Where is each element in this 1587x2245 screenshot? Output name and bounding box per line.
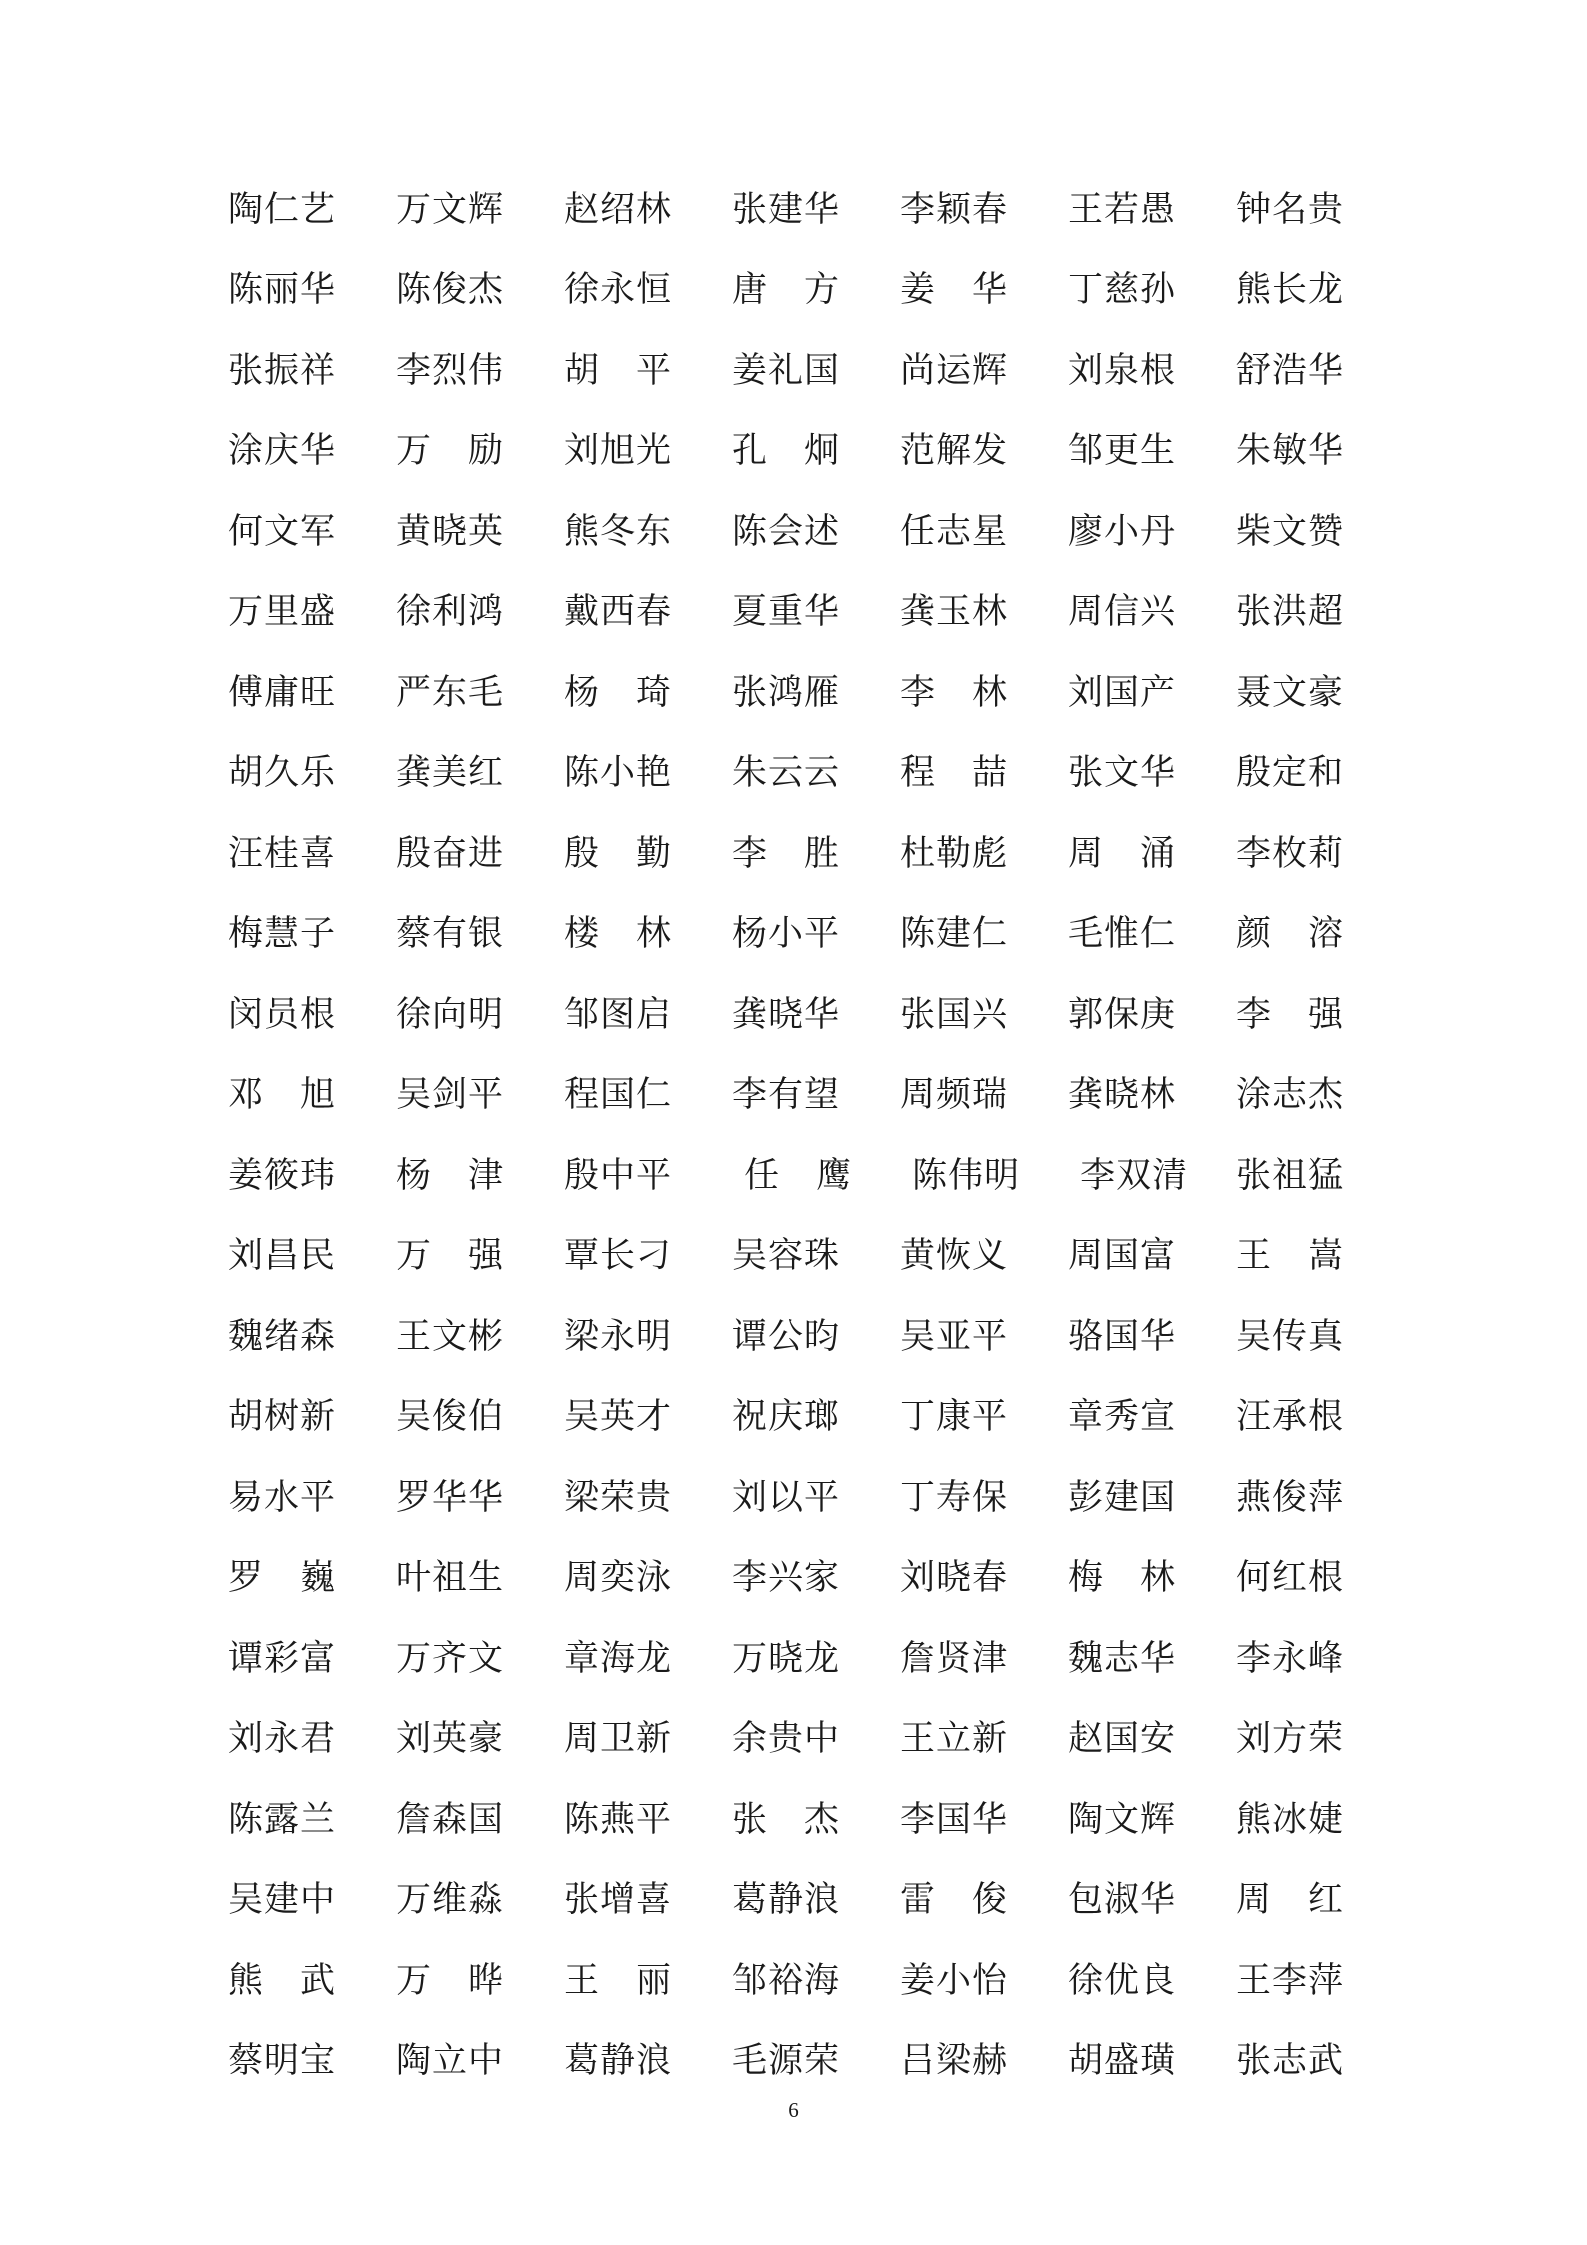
name-cell: 张志武 (1236, 2041, 1345, 2082)
name-cell: 葛静浪 (564, 2041, 673, 2082)
name-cell: 刘永君 (228, 1719, 337, 1760)
name-cell: 舒浩华 (1236, 350, 1345, 391)
name-cell: 王 丽 (564, 1960, 673, 2001)
name-cell: 熊 武 (228, 1960, 337, 2001)
name-cell: 谭公昀 (732, 1316, 841, 1357)
name-cell: 何文军 (228, 511, 337, 552)
name-cell: 吴容珠 (732, 1236, 841, 1277)
name-cell: 魏志华 (1068, 1638, 1177, 1679)
name-cell: 梁荣贵 (564, 1477, 673, 1518)
name-cell: 张 杰 (732, 1799, 841, 1840)
name-cell: 周国富 (1068, 1236, 1177, 1277)
name-cell: 陈建仁 (900, 914, 1009, 955)
name-cell: 王立新 (900, 1719, 1009, 1760)
name-cell: 傅庸旺 (228, 672, 337, 713)
name-cell: 葛静浪 (732, 1880, 841, 1921)
name-cell: 楼 林 (564, 914, 673, 955)
name-cell: 钟名贵 (1236, 189, 1345, 230)
name-cell: 范解发 (900, 431, 1009, 472)
name-cell: 丁慈孙 (1068, 270, 1177, 311)
name-cell: 陈露兰 (228, 1799, 337, 1840)
name-cell: 熊冬东 (564, 511, 673, 552)
name-cell: 杨小平 (732, 914, 841, 955)
name-cell: 孔 炯 (732, 431, 841, 472)
name-cell: 陶文辉 (1068, 1799, 1177, 1840)
name-cell: 龚美红 (396, 753, 505, 794)
name-cell: 周卫新 (564, 1719, 673, 1760)
name-cell: 詹森国 (396, 1799, 505, 1840)
name-cell: 颜 溶 (1236, 914, 1345, 955)
name-cell: 汪承根 (1236, 1397, 1345, 1438)
name-cell: 梅 林 (1068, 1558, 1177, 1599)
name-cell: 杨 津 (396, 1155, 505, 1196)
name-cell: 姜 华 (900, 270, 1009, 311)
name-cell: 包淑华 (1068, 1880, 1177, 1921)
name-cell: 涂志杰 (1236, 1075, 1345, 1116)
name-cell: 王 嵩 (1236, 1236, 1345, 1277)
name-cell: 朱云云 (732, 753, 841, 794)
name-cell: 王文彬 (396, 1316, 505, 1357)
name-cell: 熊长龙 (1236, 270, 1345, 311)
name-cell: 丁寿保 (900, 1477, 1009, 1518)
name-cell: 祝庆瑯 (732, 1397, 841, 1438)
name-cell: 周信兴 (1068, 592, 1177, 633)
name-cell: 周 红 (1236, 1880, 1345, 1921)
name-cell: 李国华 (900, 1799, 1009, 1840)
name-cell: 张祖猛 (1236, 1155, 1345, 1196)
name-cell: 万文辉 (396, 189, 505, 230)
name-cell: 徐利鸿 (396, 592, 505, 633)
name-cell: 李永峰 (1236, 1638, 1345, 1679)
name-cell: 吴建中 (228, 1880, 337, 1921)
name-cell: 王李萍 (1236, 1960, 1345, 2001)
name-cell: 蔡明宝 (228, 2041, 337, 2082)
name-cell: 殷奋进 (396, 833, 505, 874)
name-cell: 殷 勤 (564, 833, 673, 874)
name-cell: 王若愚 (1068, 189, 1177, 230)
name-cell: 叶祖生 (396, 1558, 505, 1599)
name-cell: 万齐文 (396, 1638, 505, 1679)
name-cell: 陈会述 (732, 511, 841, 552)
name-cell: 万 励 (396, 431, 505, 472)
name-cell: 姜小怡 (900, 1960, 1009, 2001)
name-cell: 程国仁 (564, 1075, 673, 1116)
name-cell: 万维淼 (396, 1880, 505, 1921)
name-cell: 李 胜 (732, 833, 841, 874)
page-number: 6 (788, 2098, 799, 2122)
name-cell: 万里盛 (228, 592, 337, 633)
name-cell: 尚运辉 (900, 350, 1009, 391)
name-cell: 陈丽华 (228, 270, 337, 311)
name-cell: 雷 俊 (900, 1880, 1009, 1921)
name-cell: 赵国安 (1068, 1719, 1177, 1760)
name-cell: 易水平 (228, 1477, 337, 1518)
name-cell: 李双清 (1068, 1155, 1189, 1196)
name-cell: 陈俊杰 (396, 270, 505, 311)
name-cell: 吴剑平 (396, 1075, 505, 1116)
name-cell: 程 喆 (900, 753, 1009, 794)
name-cell: 邹图启 (564, 994, 673, 1035)
name-cell: 李颖春 (900, 189, 1009, 230)
name-cell: 汪桂喜 (228, 833, 337, 874)
name-cell: 任志星 (900, 511, 1009, 552)
name-cell: 万 晔 (396, 1960, 505, 2001)
name-cell: 梅慧子 (228, 914, 337, 955)
name-cell: 杜勒彪 (900, 833, 1009, 874)
name-cell: 严东毛 (396, 672, 505, 713)
name-cell: 郭保庚 (1068, 994, 1177, 1035)
name-cell: 姜筱玮 (228, 1155, 337, 1196)
name-cell: 胡 平 (564, 350, 673, 391)
name-list-grid (228, 170, 1368, 2102)
name-cell: 胡盛璜 (1068, 2041, 1177, 2082)
name-cell: 邹更生 (1068, 431, 1177, 472)
name-cell: 熊冰婕 (1236, 1799, 1345, 1840)
name-cell: 章海龙 (564, 1638, 673, 1679)
name-cell: 罗 巍 (228, 1558, 337, 1599)
name-cell: 陶立中 (396, 2041, 505, 2082)
name-cell: 吴英才 (564, 1397, 673, 1438)
name-cell: 殷定和 (1236, 753, 1345, 794)
name-cell: 任 鹰 (732, 1155, 853, 1196)
name-cell: 张建华 (732, 189, 841, 230)
name-cell: 邓 旭 (228, 1075, 337, 1116)
name-cell: 陈小艳 (564, 753, 673, 794)
name-cell: 周 涌 (1068, 833, 1177, 874)
name-cell: 李枚莉 (1236, 833, 1345, 874)
name-cell: 柴文赞 (1236, 511, 1345, 552)
name-cell: 何红根 (1236, 1558, 1345, 1599)
name-cell: 周频瑞 (900, 1075, 1009, 1116)
name-cell: 张振祥 (228, 350, 337, 391)
name-cell: 黄恢义 (900, 1236, 1009, 1277)
name-cell: 刘以平 (732, 1477, 841, 1518)
name-cell: 龚玉林 (900, 592, 1009, 633)
name-cell: 龚晓林 (1068, 1075, 1177, 1116)
name-cell: 刘昌民 (228, 1236, 337, 1277)
name-cell: 詹贤津 (900, 1638, 1009, 1679)
name-cell: 吴俊伯 (396, 1397, 505, 1438)
name-cell: 聂文豪 (1236, 672, 1345, 713)
name-cell: 朱敏华 (1236, 431, 1345, 472)
name-cell: 邹裕海 (732, 1960, 841, 2001)
name-cell: 吴亚平 (900, 1316, 1009, 1357)
name-cell: 谭彩富 (228, 1638, 337, 1679)
name-cell: 杨 琦 (564, 672, 673, 713)
name-cell: 殷中平 (564, 1155, 673, 1196)
name-cell: 李 强 (1236, 994, 1345, 1035)
name-cell: 罗华华 (396, 1477, 505, 1518)
name-cell: 胡久乐 (228, 753, 337, 794)
name-cell: 闵员根 (228, 994, 337, 1035)
name-cell: 李 林 (900, 672, 1009, 713)
name-cell: 张鸿雁 (732, 672, 841, 713)
name-cell: 李有望 (732, 1075, 841, 1116)
name-cell: 廖小丹 (1068, 511, 1177, 552)
name-cell: 刘旭光 (564, 431, 673, 472)
name-cell: 余贵中 (732, 1719, 841, 1760)
name-cell: 涂庆华 (228, 431, 337, 472)
name-cell: 胡树新 (228, 1397, 337, 1438)
name-cell: 黄晓英 (396, 511, 505, 552)
name-cell: 赵绍林 (564, 189, 673, 230)
name-cell: 万晓龙 (732, 1638, 841, 1679)
name-cell: 刘方荣 (1236, 1719, 1345, 1760)
name-cell: 陈燕平 (564, 1799, 673, 1840)
name-cell: 魏绪森 (228, 1316, 337, 1357)
name-cell: 李兴家 (732, 1558, 841, 1599)
name-cell: 夏重华 (732, 592, 841, 633)
name-cell: 徐向明 (396, 994, 505, 1035)
name-cell: 彭建国 (1068, 1477, 1177, 1518)
name-cell: 毛源荣 (732, 2041, 841, 2082)
name-cell: 张国兴 (900, 994, 1009, 1035)
name-cell: 骆国华 (1068, 1316, 1177, 1357)
name-cell: 陈伟明 (900, 1155, 1021, 1196)
name-cell: 徐永恒 (564, 270, 673, 311)
name-cell: 张文华 (1068, 753, 1177, 794)
name-cell: 吴传真 (1236, 1316, 1345, 1357)
name-cell: 陶仁艺 (228, 189, 337, 230)
name-cell: 章秀宣 (1068, 1397, 1177, 1438)
name-cell: 刘国产 (1068, 672, 1177, 713)
name-cell: 丁康平 (900, 1397, 1009, 1438)
name-cell: 唐 方 (732, 270, 841, 311)
name-cell: 蔡有银 (396, 914, 505, 955)
name-cell: 刘英豪 (396, 1719, 505, 1760)
name-cell: 燕俊萍 (1236, 1477, 1345, 1518)
name-cell: 刘泉根 (1068, 350, 1177, 391)
name-cell: 姜礼国 (732, 350, 841, 391)
name-cell: 周奕泳 (564, 1558, 673, 1599)
name-cell: 万 强 (396, 1236, 505, 1277)
name-cell: 张洪超 (1236, 592, 1345, 633)
name-cell: 刘晓春 (900, 1558, 1009, 1599)
name-cell: 毛惟仁 (1068, 914, 1177, 955)
name-cell: 覃长刁 (564, 1236, 673, 1277)
name-cell: 龚晓华 (732, 994, 841, 1035)
name-cell: 张增喜 (564, 1880, 673, 1921)
name-cell: 徐优良 (1068, 1960, 1177, 2001)
name-cell: 梁永明 (564, 1316, 673, 1357)
name-cell: 吕梁赫 (900, 2041, 1009, 2082)
name-cell: 戴西春 (564, 592, 673, 633)
name-cell: 李烈伟 (396, 350, 505, 391)
